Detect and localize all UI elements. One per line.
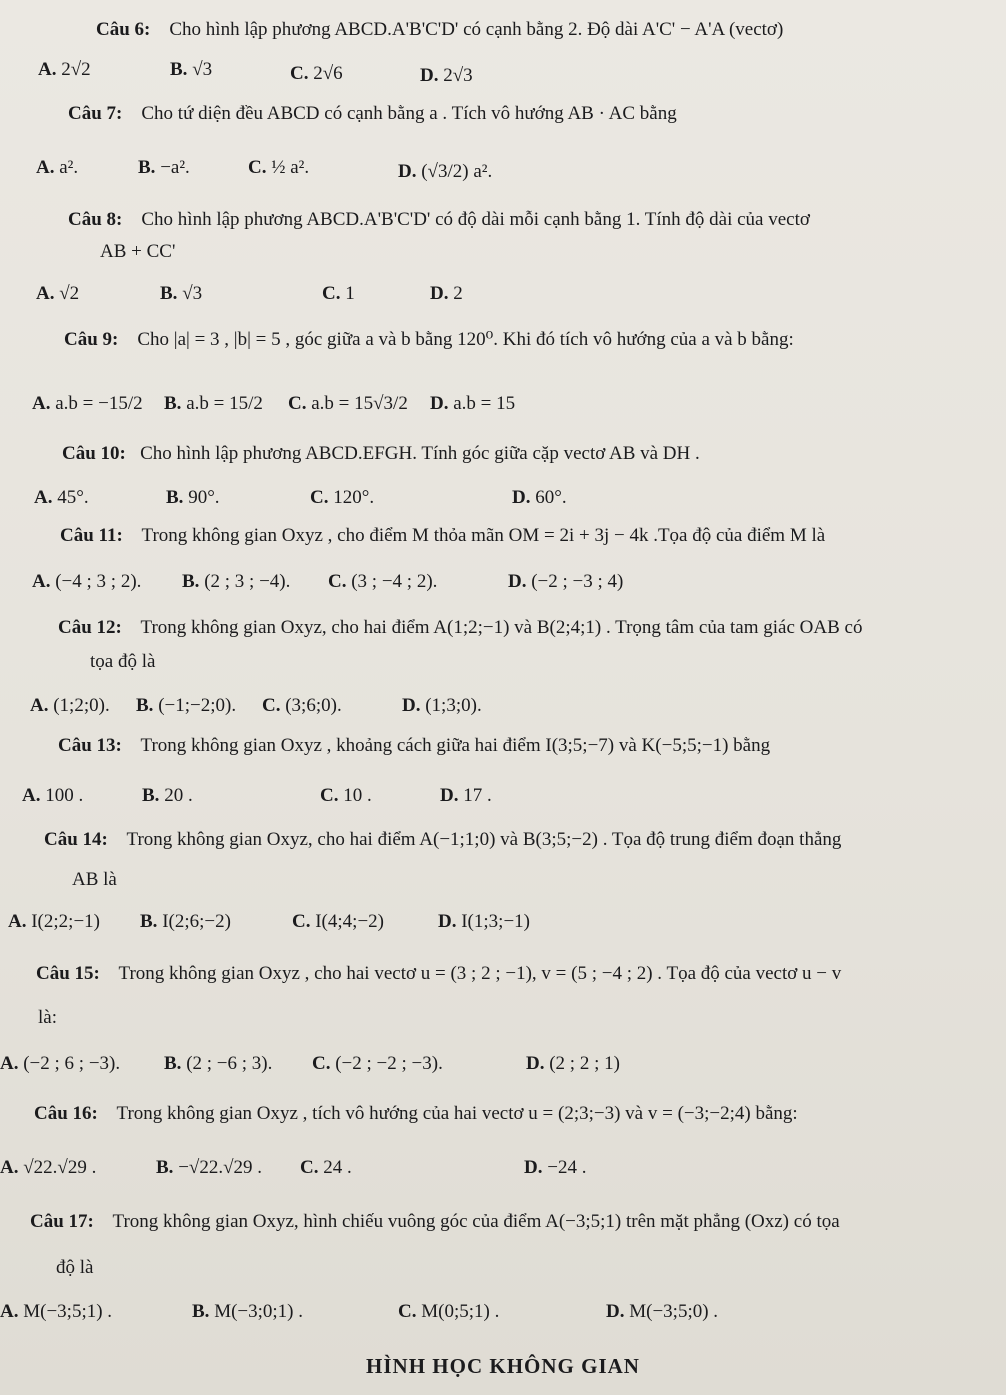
- question-16: Câu 16: Trong không gian Oxyz , tích vô hướng của hai vectơ u = (2;3;−3) và v = (−3;−2;4) bằng:: [34, 1103, 798, 1124]
- option-b: B. (−1;−2;0).: [136, 695, 237, 716]
- option-d: D. I(1;3;−1): [438, 911, 530, 932]
- section-title: HÌNH HỌC KHÔNG GIAN: [366, 1354, 640, 1378]
- option-c: C. ½ a².: [248, 157, 310, 178]
- question-7: Câu 7: Cho tứ diện đều ABCD có cạnh bằng a . Tích vô hướng AB · AC bằng: [68, 103, 677, 124]
- question-label: Câu 6:: [96, 19, 151, 40]
- option-a: A. a².: [36, 157, 79, 178]
- option-d: D. (√3/2) a².: [398, 161, 493, 182]
- option-a: A. √22.√29 .: [0, 1157, 97, 1178]
- option-a: A. (−2 ; 6 ; −3).: [0, 1053, 121, 1074]
- option-b: B. I(2;6;−2): [140, 911, 231, 932]
- option-d: D. 2: [430, 283, 463, 304]
- option-b: B. √3: [170, 59, 213, 80]
- question-17-cont: độ là: [56, 1257, 94, 1278]
- option-c: C. (3;6;0).: [262, 695, 342, 716]
- option-d: D. (1;3;0).: [402, 695, 482, 716]
- question-14: Câu 14: Trong không gian Oxyz, cho hai điểm A(−1;1;0) và B(3;5;−2) . Tọa độ trung điểm đoạn thẳng: [44, 829, 842, 850]
- option-b: B. a.b = 15/2: [164, 393, 263, 414]
- option-c: C. (−2 ; −2 ; −3).: [312, 1053, 443, 1074]
- option-c: C. 2√6: [290, 63, 343, 84]
- option-c: C. 24 .: [300, 1157, 352, 1178]
- question-14-cont: AB là: [72, 869, 117, 890]
- option-b: B. √3: [160, 283, 203, 304]
- question-13: Câu 13: Trong không gian Oxyz , khoảng cách giữa hai điểm I(3;5;−7) và K(−5;5;−1) bằng: [58, 735, 771, 756]
- option-b: B. M(−3;0;1) .: [192, 1301, 304, 1322]
- option-d: D. −24 .: [524, 1157, 587, 1178]
- question-8: Câu 8: Cho hình lập phương ABCD.A'B'C'D' có độ dài mỗi cạnh bằng 1. Tính độ dài của vectơ: [68, 209, 810, 230]
- question-text: Cho hình lập phương ABCD.A'B'C'D' có cạnh bằng 2. Độ dài A'C' − A'A (vectơ): [169, 19, 784, 40]
- option-a: A. 45°.: [34, 487, 89, 508]
- option-a: A. (−4 ; 3 ; 2).: [32, 571, 142, 592]
- option-d: D. 2√3: [420, 65, 473, 86]
- option-b: B. (2 ; 3 ; −4).: [182, 571, 291, 592]
- option-d: D. M(−3;5;0) .: [606, 1301, 719, 1322]
- option-c: C. 120°.: [310, 487, 375, 508]
- option-c: C. M(0;5;1) .: [398, 1301, 500, 1322]
- option-c: C. 10 .: [320, 785, 372, 806]
- option-b: B. 90°.: [166, 487, 220, 508]
- question-12-cont: tọa độ là: [90, 651, 156, 672]
- option-a: A. (1;2;0).: [30, 695, 110, 716]
- option-a: A. M(−3;5;1) .: [0, 1301, 113, 1322]
- question-10: Câu 10: Cho hình lập phương ABCD.EFGH. Tính góc giữa cặp vectơ AB và DH .: [62, 443, 700, 464]
- question-17: Câu 17: Trong không gian Oxyz, hình chiếu vuông góc của điểm A(−3;5;1) trên mặt phẳng (Oxz) có tọa: [30, 1211, 840, 1232]
- option-a: A. a.b = −15/2: [32, 393, 143, 414]
- option-a: A. I(2;2;−1): [8, 911, 100, 932]
- question-12: Câu 12: Trong không gian Oxyz, cho hai điểm A(1;2;−1) và B(2;4;1) . Trọng tâm của tam giác OAB có: [58, 617, 863, 638]
- option-b: B. −a².: [138, 157, 190, 178]
- option-d: D. (2 ; 2 ; 1): [526, 1053, 620, 1074]
- option-a: A. 2√2: [38, 59, 91, 80]
- question-15-cont: là:: [38, 1007, 57, 1028]
- option-c: C. I(4;4;−2): [292, 911, 384, 932]
- option-c: C. 1: [322, 283, 355, 304]
- question-9: Câu 9: Cho |a| = 3 , |b| = 5 , góc giữa a và b bằng 120⁰. Khi đó tích vô hướng của a và b bằng:: [64, 329, 794, 350]
- option-c: C. a.b = 15√3/2: [288, 393, 408, 414]
- option-d: D. (−2 ; −3 ; 4): [508, 571, 624, 592]
- option-c: C. (3 ; −4 ; 2).: [328, 571, 438, 592]
- question-6: [96, 18, 783, 42]
- option-d: D. 17 .: [440, 785, 492, 806]
- option-b: B. 20 .: [142, 785, 193, 806]
- option-a: A. √2: [36, 283, 80, 304]
- option-d: D. a.b = 15: [430, 393, 516, 414]
- option-b: B. (2 ; −6 ; 3).: [164, 1053, 273, 1074]
- question-11: Câu 11: Trong không gian Oxyz , cho điểm M thỏa mãn OM = 2i + 3j − 4k .Tọa độ của điểm M là: [60, 525, 826, 546]
- question-15: Câu 15: Trong không gian Oxyz , cho hai vectơ u = (3 ; 2 ; −1), v = (5 ; −4 ; 2) . Tọa độ của vectơ u − v: [36, 963, 842, 984]
- option-d: D. 60°.: [512, 487, 567, 508]
- question-8-vector: AB + CC': [100, 241, 176, 262]
- option-a: A. 100 .: [22, 785, 84, 806]
- option-b: B. −√22.√29 .: [156, 1157, 263, 1178]
